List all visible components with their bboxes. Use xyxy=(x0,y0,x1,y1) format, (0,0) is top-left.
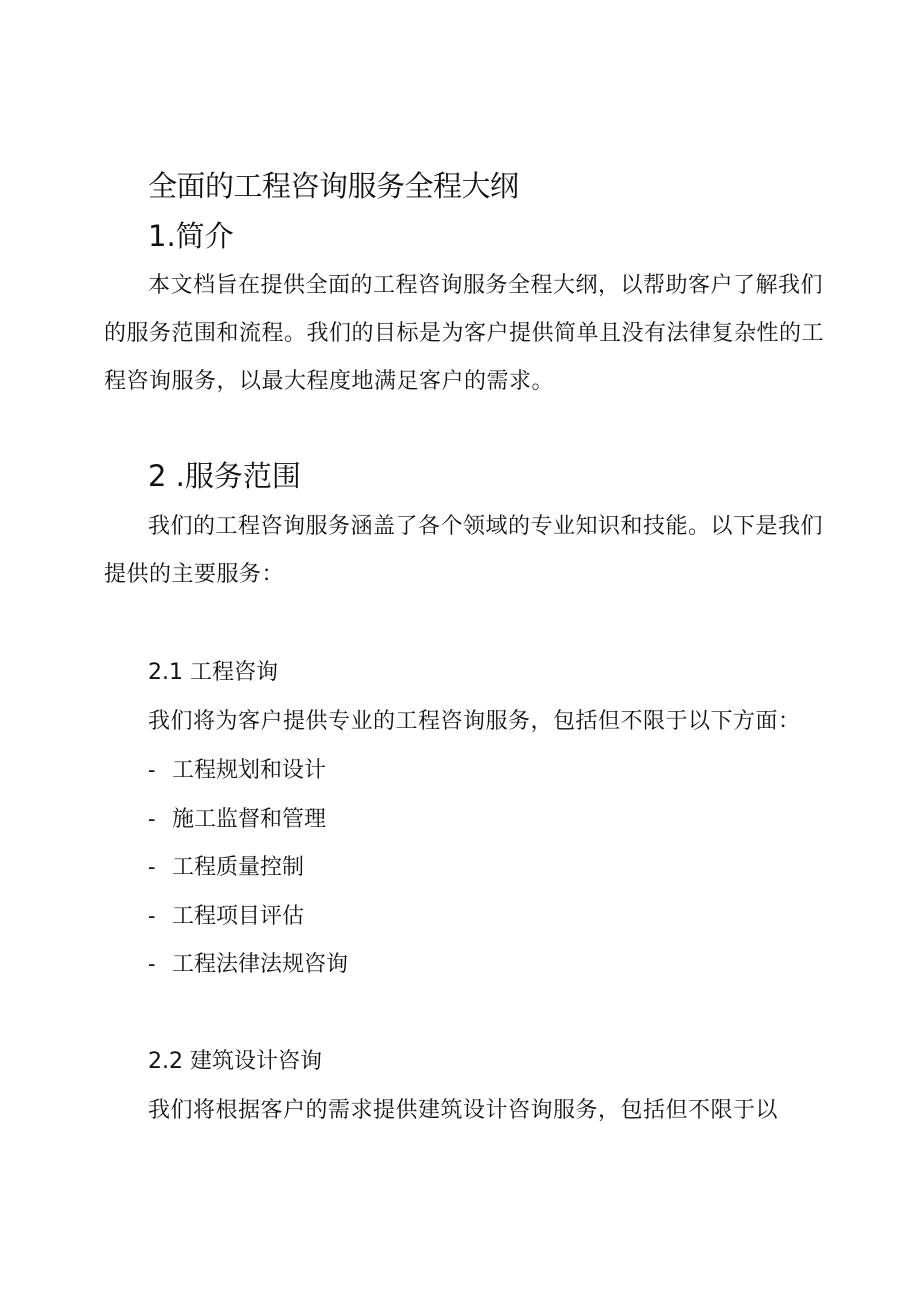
intro-paragraph: 本文档旨在提供全面的工程咨询服务全程大纲，以帮助客户了解我们的服务范围和流程。我们的目标是为客户提供简单且没有法律复杂性的工程咨询服务，以最大程度地满足客户的需求。 xyxy=(104,273,825,394)
document-title: 全面的工程咨询服务全程大纲 xyxy=(148,169,519,203)
bullet-dash: - xyxy=(148,855,156,880)
list-item xyxy=(148,753,348,802)
bullet-dash: - xyxy=(148,806,156,832)
list-item-text: 工程规划和设计 xyxy=(172,758,327,783)
scope-paragraph: 我们的工程咨询服务涵盖了各个领域的专业知识和技能。以下是我们提供的主要服务： xyxy=(104,514,824,587)
bullet-dash: - xyxy=(148,952,156,977)
list-item-text: 工程法律法规咨询 xyxy=(172,952,349,977)
engineering-intro: 我们将为客户提供专业的工程咨询服务，包括但不限于以下方面： xyxy=(148,709,801,734)
list-item xyxy=(148,802,348,851)
list-item-text: 工程项目评估 xyxy=(172,903,305,929)
engineering-service-list xyxy=(148,753,348,996)
section-heading-scope: 2 .服务范围 xyxy=(148,459,301,493)
list-item-text: 工程质量控制 xyxy=(172,855,305,880)
list-item xyxy=(148,947,348,996)
subsection-heading-engineering: 2.1 工程咨询 xyxy=(148,660,278,685)
list-item xyxy=(148,899,348,948)
section-heading-intro: 1.简介 xyxy=(148,219,234,253)
bullet-dash: - xyxy=(148,903,156,929)
bullet-dash: - xyxy=(148,758,156,783)
architecture-intro: 我们将根据客户的需求提供建筑设计咨询服务，包括但不限于以 xyxy=(148,1098,779,1123)
list-item-text: 施工监督和管理 xyxy=(172,806,327,832)
list-item xyxy=(148,850,348,899)
subsection-heading-architecture: 2.2 建筑设计咨询 xyxy=(148,1049,322,1074)
